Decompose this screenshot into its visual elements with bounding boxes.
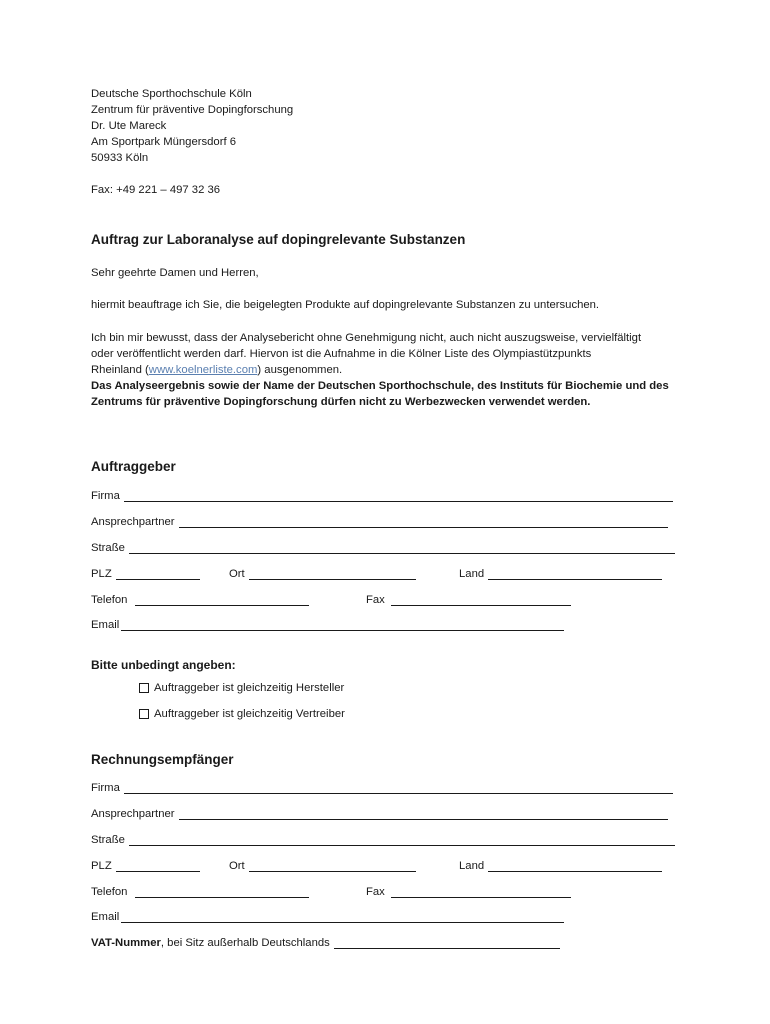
billing-fax-input[interactable] bbox=[391, 886, 571, 898]
terms-bold-line: Zentrums für präventive Dopingforschung dürfen nicht zu Werbezwecken verwendet werden. bbox=[91, 396, 591, 408]
billing-land-field bbox=[459, 857, 662, 872]
field-label: Firma bbox=[91, 490, 120, 502]
client-plz-field bbox=[91, 565, 200, 580]
address-line: Deutsche Sporthochschule Köln bbox=[91, 88, 252, 100]
billing-plz-field bbox=[91, 857, 200, 872]
recipient-fax: Fax: +49 221 – 497 32 36 bbox=[91, 184, 221, 196]
client-ort-input[interactable] bbox=[249, 568, 416, 580]
client-firma-field bbox=[91, 487, 673, 502]
client-street-field bbox=[91, 539, 675, 554]
field-label: Telefon bbox=[91, 594, 128, 606]
client-ort-field bbox=[229, 565, 416, 580]
field-label: Ansprechpartner bbox=[91, 516, 175, 528]
vat-label: VAT-Nummer bbox=[91, 937, 161, 949]
address-line: Dr. Ute Mareck bbox=[91, 120, 167, 132]
terms-text: Rheinland ( bbox=[91, 364, 149, 376]
terms-paragraph bbox=[91, 330, 669, 410]
terms-line bbox=[91, 362, 669, 378]
billing-fax-field bbox=[366, 883, 571, 898]
option-manufacturer[interactable] bbox=[139, 682, 344, 694]
field-label: PLZ bbox=[91, 860, 112, 872]
billing-firma-field bbox=[91, 779, 673, 794]
billing-plz-input[interactable] bbox=[116, 860, 200, 872]
koelnerliste-link[interactable]: www.koelnerliste.com bbox=[148, 364, 258, 376]
billing-firma-input[interactable] bbox=[124, 782, 673, 794]
client-email-input[interactable] bbox=[121, 619, 564, 631]
billing-email-input[interactable] bbox=[121, 911, 564, 923]
client-telefon-input[interactable] bbox=[135, 594, 309, 606]
intro-paragraph: hiermit beauftrage ich Sie, die beigelegten Produkte auf dopingrelevante Substanzen zu untersuchen. bbox=[91, 299, 600, 311]
terms-line: oder veröffentlicht werden darf. Hiervon ist die Aufnahme in die Kölner Liste des Olympiastützpunkts bbox=[91, 348, 592, 360]
address-line: Zentrum für präventive Dopingforschung bbox=[91, 104, 294, 116]
billing-ort-field bbox=[229, 857, 416, 872]
client-telefon-field bbox=[91, 591, 309, 606]
client-firma-input[interactable] bbox=[124, 490, 673, 502]
option-label: Auftraggeber ist gleichzeitig Vertreiber bbox=[154, 708, 345, 720]
client-fax-field bbox=[366, 591, 571, 606]
client-land-field bbox=[459, 565, 662, 580]
client-land-input[interactable] bbox=[488, 568, 662, 580]
billing-contact-input[interactable] bbox=[179, 808, 668, 820]
billing-heading: Rechnungsempfänger bbox=[91, 752, 234, 767]
salutation: Sehr geehrte Damen und Herren, bbox=[91, 267, 259, 279]
field-label: Ort bbox=[229, 860, 245, 872]
terms-line: Ich bin mir bewusst, dass der Analysebericht ohne Genehmigung nicht, auch nicht auszugsweise, vervielfältigt bbox=[91, 332, 642, 344]
checkbox-icon[interactable] bbox=[139, 709, 149, 719]
client-heading: Auftraggeber bbox=[91, 459, 176, 474]
field-label bbox=[91, 937, 334, 949]
field-label: Land bbox=[459, 568, 485, 580]
client-contact-input[interactable] bbox=[179, 516, 668, 528]
field-label: Land bbox=[459, 860, 485, 872]
client-street-input[interactable] bbox=[129, 542, 675, 554]
billing-ort-input[interactable] bbox=[249, 860, 416, 872]
field-label: Ansprechpartner bbox=[91, 808, 175, 820]
checkbox-icon[interactable] bbox=[139, 683, 149, 693]
billing-vat-input[interactable] bbox=[334, 937, 560, 949]
vat-note: , bei Sitz außerhalb Deutschlands bbox=[160, 937, 330, 949]
field-label: Email bbox=[91, 619, 120, 631]
field-label: Firma bbox=[91, 782, 120, 794]
required-heading: Bitte unbedingt angeben: bbox=[91, 658, 236, 672]
field-label: Straße bbox=[91, 542, 125, 554]
billing-telefon-input[interactable] bbox=[135, 886, 309, 898]
option-label: Auftraggeber ist gleichzeitig Hersteller bbox=[154, 682, 345, 694]
field-label: PLZ bbox=[91, 568, 112, 580]
billing-street-field bbox=[91, 831, 675, 846]
billing-telefon-field bbox=[91, 883, 309, 898]
field-label: Telefon bbox=[91, 886, 128, 898]
client-contact-field bbox=[91, 513, 668, 528]
address-line: Am Sportpark Müngersdorf 6 bbox=[91, 136, 237, 148]
document-page bbox=[91, 0, 691, 1024]
client-fax-input[interactable] bbox=[391, 594, 571, 606]
client-plz-input[interactable] bbox=[116, 568, 200, 580]
client-email-field bbox=[91, 616, 564, 631]
field-label: Ort bbox=[229, 568, 245, 580]
terms-bold-line: Das Analyseergebnis sowie der Name der Deutschen Sporthochschule, des Instituts für Biochemie und des bbox=[91, 380, 669, 392]
billing-email-field bbox=[91, 908, 564, 923]
field-label: Straße bbox=[91, 834, 125, 846]
billing-land-input[interactable] bbox=[488, 860, 662, 872]
document-title: Auftrag zur Laboranalyse auf dopingrelevante Substanzen bbox=[91, 232, 466, 247]
option-distributor[interactable] bbox=[139, 708, 345, 720]
billing-contact-field bbox=[91, 805, 668, 820]
billing-vat-field bbox=[91, 934, 560, 949]
address-line: 50933 Köln bbox=[91, 152, 149, 164]
terms-text: ) ausgenommen. bbox=[257, 364, 343, 376]
field-label: Fax bbox=[366, 594, 385, 606]
recipient-address bbox=[91, 86, 293, 166]
field-label: Email bbox=[91, 911, 120, 923]
field-label: Fax bbox=[366, 886, 385, 898]
billing-street-input[interactable] bbox=[129, 834, 675, 846]
